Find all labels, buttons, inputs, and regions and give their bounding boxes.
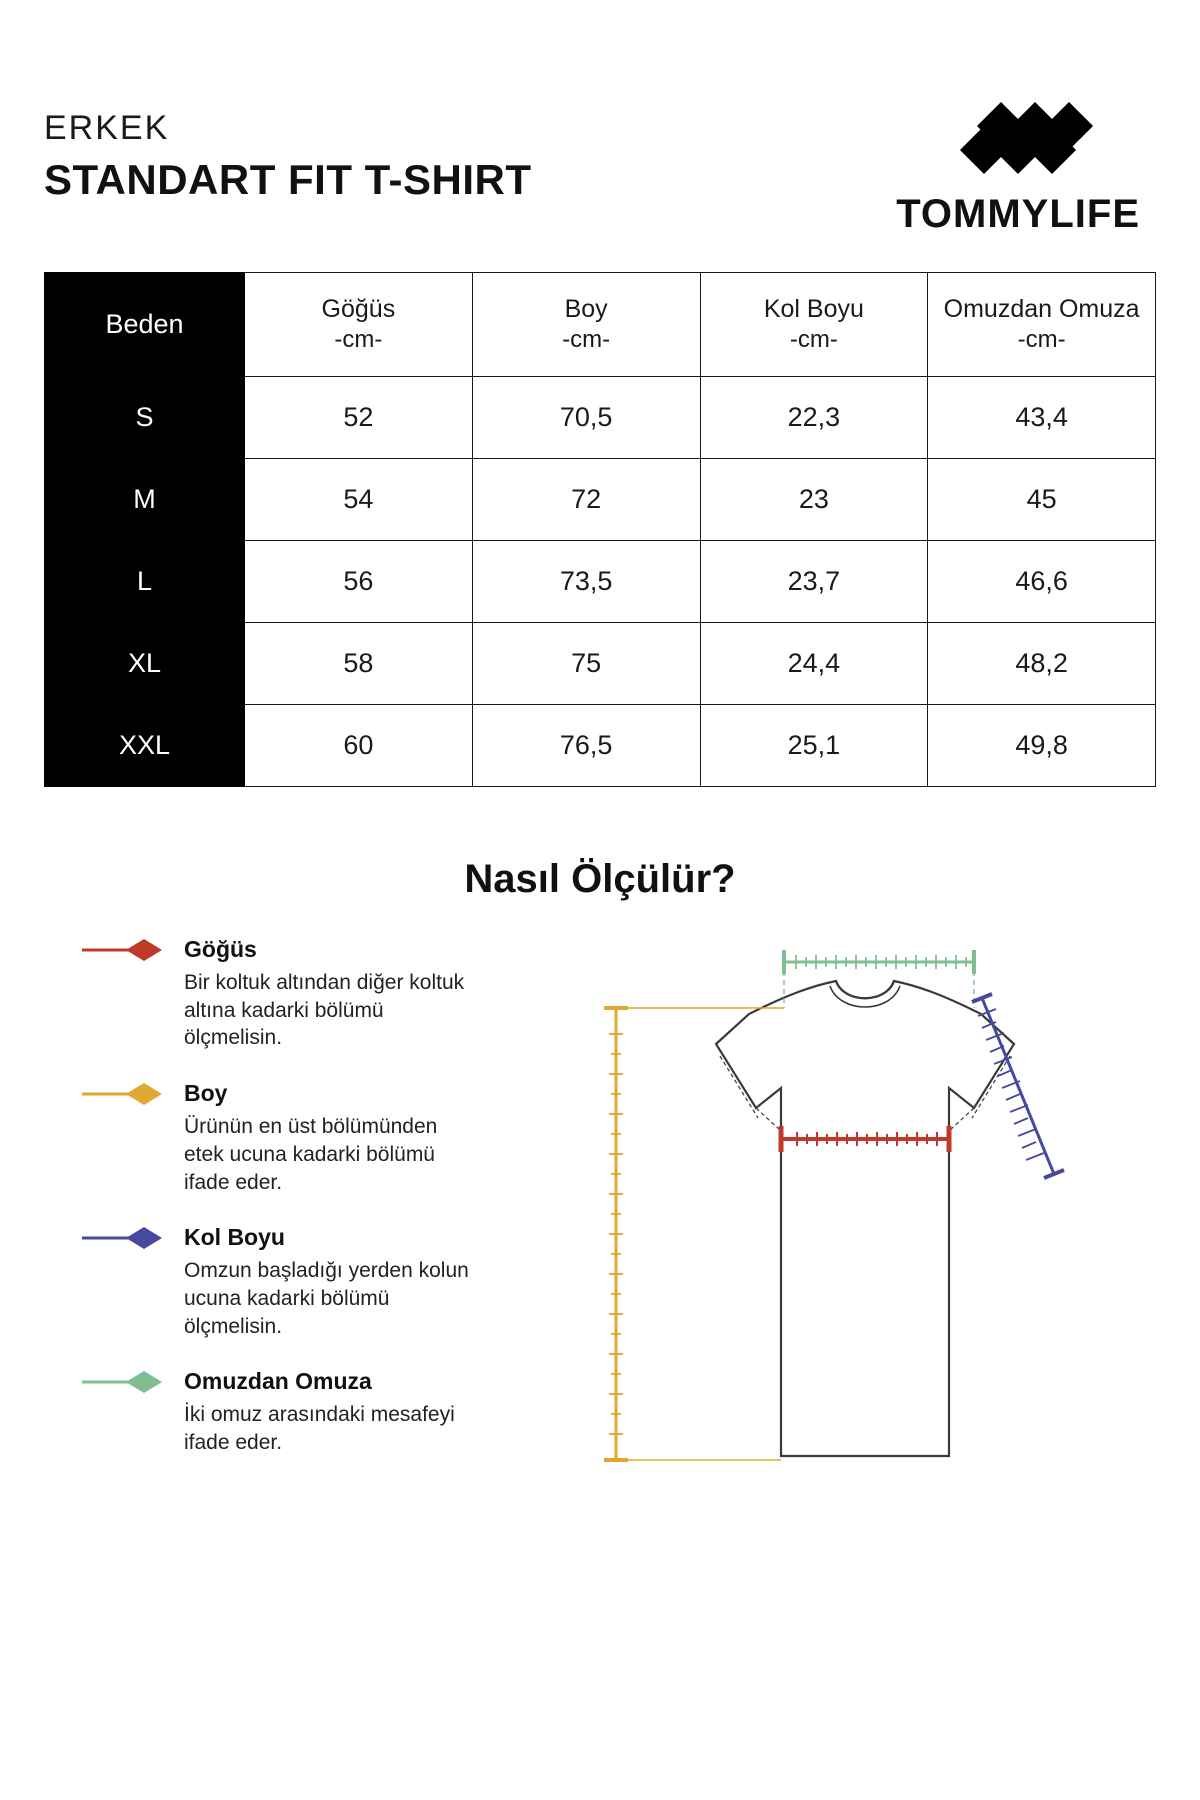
col-head-kol-boyu-label: Kol Boyu <box>763 295 864 324</box>
table-header-row <box>45 273 1156 377</box>
cell-size: L <box>45 541 245 623</box>
col-head-boy-unit: -cm- <box>562 326 611 354</box>
table-row <box>45 459 1156 541</box>
cell-omuz: 49,8 <box>928 705 1156 787</box>
title-block <box>44 95 532 201</box>
cell-omuz: 46,6 <box>928 541 1156 623</box>
cell-kol: 24,4 <box>700 623 928 705</box>
legend-head <box>82 1224 544 1251</box>
legend-item-kol-boyu <box>82 1224 544 1340</box>
col-head-omuzdan-omuza <box>928 273 1156 377</box>
size-table <box>44 272 1156 787</box>
howto-title: Nasıl Ölçülür? <box>464 857 736 901</box>
cell-kol: 22,3 <box>700 377 928 459</box>
size-table-wrap <box>0 234 1200 787</box>
tshirt-measure-diagram <box>544 936 1156 1516</box>
chest-marker-icon <box>82 937 172 963</box>
legend-head <box>82 936 544 963</box>
cell-boy: 76,5 <box>472 705 700 787</box>
col-head-gogus-label: Göğüs <box>321 295 396 324</box>
legend-head <box>82 1080 544 1107</box>
cell-omuz: 45 <box>928 459 1156 541</box>
legend-label-gogus: Göğüs <box>184 936 257 962</box>
col-head-kol-boyu-unit: -cm- <box>789 326 838 354</box>
col-head-boy-label: Boy <box>564 295 608 324</box>
legend-desc-boy: Ürünün en üst bölümünden etek ucuna kadarki bölümü ifade eder. <box>184 1115 438 1194</box>
table-row <box>45 541 1156 623</box>
legend-desc-kol-boyu: Omzun başladığı yerden kolun ucuna kadarki bölümü ölçmelisin. <box>184 1259 469 1338</box>
cell-boy: 75 <box>472 623 700 705</box>
legend-item-omuzdan-omuza <box>82 1368 544 1456</box>
col-head-beden-label: Beden <box>105 308 184 339</box>
sleeve-marker-icon <box>82 1225 172 1251</box>
cell-size: XL <box>45 623 245 705</box>
size-table-body <box>45 377 1156 787</box>
table-row <box>45 623 1156 705</box>
size-table-head <box>45 273 1156 377</box>
col-head-gogus <box>245 273 473 377</box>
cell-gogus: 52 <box>245 377 473 459</box>
legend-desc-gogus: Bir koltuk altından diğer koltuk altına kadarki bölümü ölçmelisin. <box>184 971 465 1050</box>
legend-item-boy <box>82 1080 544 1196</box>
col-head-omuzdan-omuza-label: Omuzdan Omuza <box>943 295 1140 324</box>
cell-size: S <box>45 377 245 459</box>
measure-legend <box>44 936 544 1516</box>
cell-kol: 25,1 <box>700 705 928 787</box>
legend-label-boy: Boy <box>184 1080 228 1107</box>
legend-label-omuzdan-omuza: Omuzdan Omuza <box>184 1368 372 1395</box>
cell-size: XXL <box>45 705 245 787</box>
table-row <box>45 705 1156 787</box>
col-head-omuzdan-omuza-unit: -cm- <box>1017 326 1066 354</box>
cell-kol: 23,7 <box>700 541 928 623</box>
cell-omuz: 48,2 <box>928 623 1156 705</box>
cell-size: M <box>45 459 245 541</box>
cell-gogus: 60 <box>245 705 473 787</box>
legend-desc-omuzdan-omuza: İki omuz arasındaki mesafeyi ifade eder. <box>184 1403 455 1455</box>
page-header <box>0 0 1200 234</box>
shoulder-marker-icon <box>82 1369 172 1395</box>
legend-label-kol-boyu: Kol Boyu <box>184 1224 285 1251</box>
cell-boy: 72 <box>472 459 700 541</box>
category-eyebrow: ERKEK <box>44 109 170 147</box>
diamond-grid-logo-icon <box>923 95 1113 180</box>
table-row <box>45 377 1156 459</box>
cell-kol: 23 <box>700 459 928 541</box>
length-marker-icon <box>82 1081 172 1107</box>
cell-gogus: 56 <box>245 541 473 623</box>
brand-name: TOMMYLIFE <box>896 192 1140 236</box>
howto-section <box>0 936 1200 1516</box>
cell-gogus: 58 <box>245 623 473 705</box>
legend-head <box>82 1368 544 1395</box>
cell-gogus: 54 <box>245 459 473 541</box>
legend-item-gogus <box>82 936 544 1052</box>
col-head-beden <box>45 273 245 377</box>
brand-block <box>896 95 1140 234</box>
cell-boy: 73,5 <box>472 541 700 623</box>
col-head-gogus-unit: -cm- <box>334 326 383 354</box>
cell-omuz: 43,4 <box>928 377 1156 459</box>
cell-boy: 70,5 <box>472 377 700 459</box>
tshirt-outline <box>716 981 1014 1456</box>
page-title: STANDART FIT T-SHIRT <box>44 156 532 203</box>
col-head-kol-boyu <box>700 273 928 377</box>
col-head-boy <box>472 273 700 377</box>
